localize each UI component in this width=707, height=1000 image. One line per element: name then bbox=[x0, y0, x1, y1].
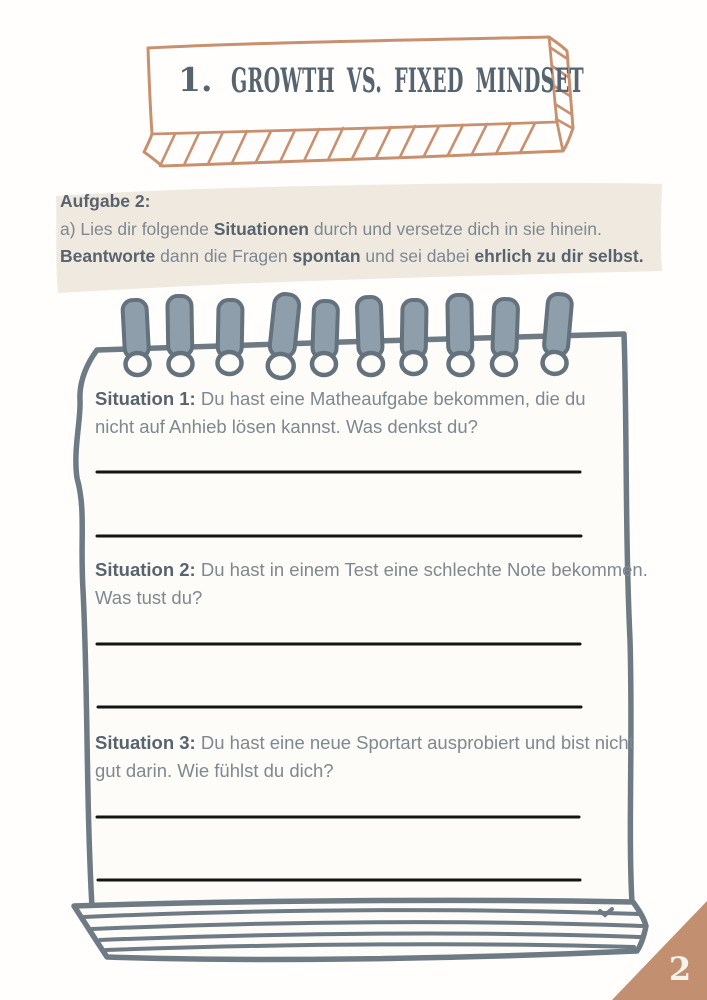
spiral-ring bbox=[357, 297, 384, 376]
situation-3-line-1: Situation 3: Du hast eine neue Sportart ausprobiert und bist nicht bbox=[95, 732, 634, 753]
situation-3 bbox=[95, 729, 640, 785]
situation-1 bbox=[95, 385, 640, 441]
situation-1-line-2: nicht auf Anhieb lösen kannst. Was denkst du? bbox=[95, 416, 478, 437]
task-line-b: Beantworte dann die Fragen spontan und sei dabei ehrlich zu dir selbst. bbox=[60, 246, 644, 266]
page-title: GROWTH VS. FIXED MINDSET bbox=[231, 61, 584, 101]
page-number: 2 bbox=[668, 950, 692, 988]
task-heading: Aufgabe 2: bbox=[60, 191, 151, 211]
spiral-ring bbox=[167, 296, 192, 375]
task-instructions bbox=[60, 188, 644, 271]
section-number: 1. bbox=[178, 60, 213, 99]
spiral-ring bbox=[542, 293, 573, 375]
spiral-ring bbox=[217, 300, 242, 374]
situation-3-line-2: gut darin. Wie fühlst du dich? bbox=[95, 760, 334, 781]
title-box bbox=[144, 37, 573, 166]
notepad-page-stack bbox=[74, 900, 646, 959]
spiral-ring bbox=[312, 301, 339, 376]
spiral-ring bbox=[122, 299, 150, 375]
task-line-a: a) Lies dir folgende Situationen durch und versetze dich in sie hinein. bbox=[60, 218, 602, 239]
spiral-ring bbox=[492, 299, 519, 376]
spiral-ring bbox=[401, 300, 426, 374]
situation-2-line-1: Situation 2: Du hast in einem Test eine schlechte Note bekommen. bbox=[95, 559, 648, 580]
situation-2 bbox=[95, 556, 648, 612]
situation-2-line-2: Was tust du? bbox=[95, 587, 203, 608]
situation-1-line-1: Situation 1: Du hast eine Matheaufgabe bekommen, die du bbox=[95, 388, 586, 409]
spiral-ring bbox=[447, 295, 472, 375]
